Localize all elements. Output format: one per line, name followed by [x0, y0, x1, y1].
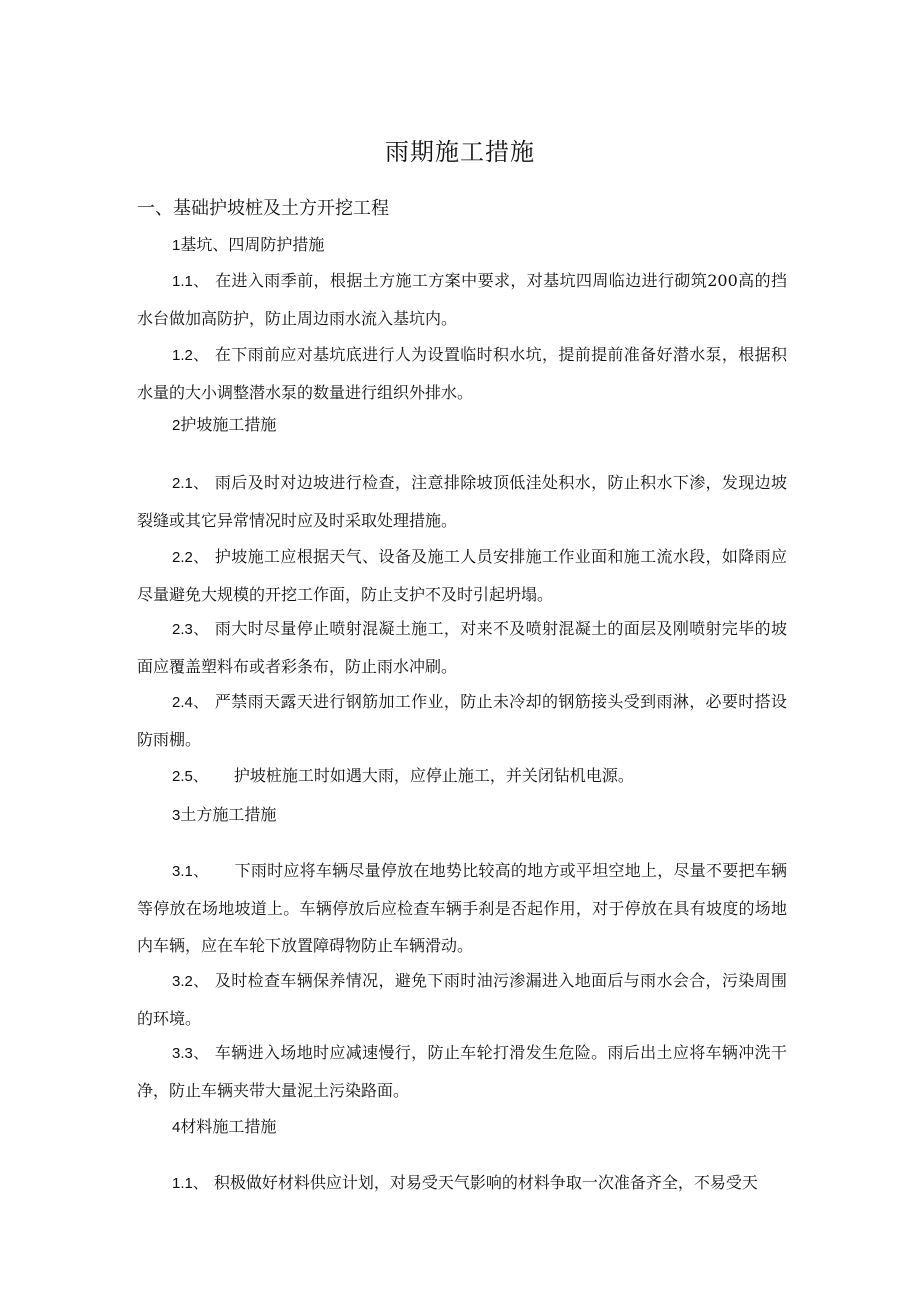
paragraph-3-3 — [137, 1034, 787, 1109]
subheading-text: 护坡施工措施 — [180, 415, 277, 434]
paragraph-number: 2.4、 — [172, 694, 209, 711]
paragraph-text: 雨后及时对边坡进行检查，注意排除坡顶低洼处积水，防止积水下渗，发现边坡裂缝或其它异常情况时应及时采取处理措施。 — [137, 473, 787, 530]
paragraph-number: 1.2、 — [172, 347, 209, 364]
paragraph-number: 2.3、 — [172, 621, 209, 638]
paragraph-2-5 — [137, 757, 787, 795]
paragraph-text: 护坡桩施工时如遇大雨，应停止施工，并关闭钻机电源。 — [233, 766, 634, 785]
paragraph-text: 在进入雨季前，根据土方施工方案中要求，对基坑四周临边进行砌筑200高的挡水台做加高防护，防止周边雨水流入基坑内。 — [137, 271, 787, 328]
paragraph-number: 2.5、 — [172, 768, 208, 785]
paragraph-number: 2.1、 — [172, 475, 209, 492]
subheading-text: 基坑、四周防护措施 — [180, 235, 325, 254]
paragraph-number: 3.2、 — [172, 973, 209, 990]
section-heading-1: 一、基础护坡桩及土方开挖工程 — [137, 198, 389, 219]
paragraph-text: 及时检查车辆保养情况，避免下雨时油污渗漏进入地面后与雨水会合，污染周围的环境。 — [137, 971, 787, 1028]
subheading-1 — [172, 226, 822, 264]
paragraph-2-2 — [137, 538, 787, 613]
subheading-number: 4 — [172, 1119, 181, 1136]
paragraph-number: 3.1、 — [172, 863, 209, 880]
subheading-2 — [172, 406, 822, 444]
subheading-text: 材料施工措施 — [180, 1117, 277, 1136]
subheading-number: 3 — [172, 807, 181, 824]
paragraph-text: 严禁雨天露天进行钢筋加工作业，防止未冷却的钢筋接头受到雨淋，必要时搭设防雨棚。 — [137, 692, 787, 749]
paragraph-text: 在下雨前应对基坑底进行人为设置临时积水坑，提前提前准备好潜水泵，根据积水量的大小调整潜水泵的数量进行组织外排水。 — [137, 345, 787, 402]
page-title: 雨期施工措施 — [385, 138, 535, 166]
paragraph-2-1 — [137, 464, 787, 539]
paragraph-3-2 — [137, 962, 787, 1037]
paragraph-text: 积极做好材料供应计划，对易受天气影响的材料争取一次准备齐全，不易受天 — [213, 1173, 758, 1192]
paragraph-number: 2.2、 — [172, 549, 209, 566]
subheading-3 — [172, 796, 822, 834]
subheading-number: 1 — [172, 237, 181, 254]
paragraph-text: 下雨时应将车辆尽量停放在地势比较高的地方或平坦空地上，尽量不要把车辆等停放在场地坡道上。车辆停放后应检查车辆手刹是否起作用，对于停放在具有坡度的场地内车辆，应在车轮下放置障碍物防止车辆滑动。 — [137, 861, 787, 955]
paragraph-1-2 — [137, 336, 787, 411]
paragraph-4-1 — [137, 1164, 787, 1201]
paragraph-number: 1.1、 — [172, 273, 209, 290]
paragraph-number: 1.1、 — [172, 1175, 208, 1192]
paragraph-3-1 — [137, 852, 787, 964]
paragraph-text: 雨大时尽量停止喷射混凝土施工，对来不及喷射混凝土的面层及刚喷射完毕的坡面应覆盖塑料布或者彩条布，防止雨水冲刷。 — [137, 619, 787, 676]
paragraph-2-4 — [137, 683, 787, 758]
paragraph-2-3 — [137, 610, 787, 685]
subheading-4 — [172, 1108, 822, 1146]
paragraph-number: 3.3、 — [172, 1045, 209, 1062]
paragraph-text: 车辆进入场地时应减速慢行，防止车轮打滑发生危险。雨后出土应将车辆冲洗干净，防止车辆夹带大量泥土污染路面。 — [137, 1043, 787, 1100]
subheading-number: 2 — [172, 417, 181, 434]
paragraph-1-1 — [137, 262, 787, 337]
subheading-text: 土方施工措施 — [180, 805, 277, 824]
paragraph-text: 护坡施工应根据天气、设备及施工人员安排施工作业面和施工流水段，如降雨应尽量避免大规模的开挖工作面，防止支护不及时引起坍塌。 — [137, 547, 787, 604]
